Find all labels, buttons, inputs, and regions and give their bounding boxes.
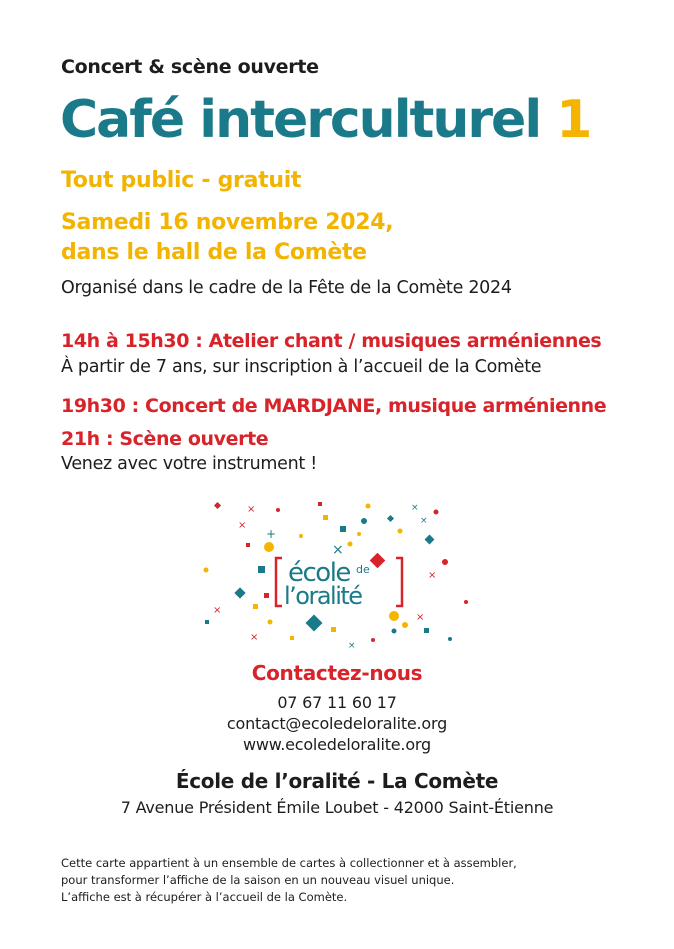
page-title (60, 90, 590, 150)
contact-title: Contactez-nous (251, 661, 423, 685)
svg-text:×: × (416, 612, 425, 623)
footer-note (61, 855, 621, 906)
organised-note: Organisé dans le cadre de la Fête de la Comète 2024 (61, 278, 512, 298)
event-1-detail: À partir de 7 ans, sur inscription à l’accueil de la Comète (61, 357, 542, 377)
svg-text:×: × (420, 516, 428, 526)
venue-name: École de l’oralité - La Comète (175, 769, 499, 793)
svg-text:×: × (411, 503, 419, 513)
phone-number[interactable]: 07 67 11 60 17 (277, 693, 397, 712)
svg-text:×: × (348, 641, 356, 651)
kicker: Concert & scène ouverte (61, 56, 319, 78)
venue-address: 7 Avenue Président Émile Loubet - 42000 Saint-Étienne (120, 798, 554, 817)
svg-text:×: × (247, 504, 256, 515)
svg-text:×: × (250, 632, 259, 643)
event-3-title: 21h : Scène ouverte (61, 428, 269, 450)
event-1-title: 14h à 15h30 : Atelier chant / musiques arméniennes (61, 330, 602, 352)
event-2-title: 19h30 : Concert de MARDJANE, musique arménienne (61, 395, 607, 417)
date-block (61, 208, 393, 268)
footer-line: L’affiche est à récupérer à l’accueil de la Comète. (61, 890, 348, 904)
svg-text:×: × (213, 605, 222, 616)
audience-line: Tout public - gratuit (61, 168, 302, 193)
event-3-detail: Venez avec votre instrument ! (61, 454, 317, 474)
logo-word-de: de (356, 563, 370, 576)
svg-text:×: × (428, 570, 437, 581)
left-bracket-icon (276, 558, 282, 606)
website-link[interactable]: www.ecoledeloralite.org (243, 735, 431, 754)
svg-text:×: × (332, 542, 344, 558)
title-number: 1 (556, 90, 591, 150)
ecole-de-loralite-logo (198, 498, 468, 658)
title-text: Café interculturel (60, 90, 541, 150)
email-link[interactable]: contact@ecoledeloralite.org (226, 714, 448, 733)
svg-text:×: × (238, 520, 247, 531)
footer-line: Cette carte appartient à un ensemble de cartes à collectionner et à assembler, (61, 856, 517, 870)
date-line: Samedi 16 novembre 2024, (61, 210, 394, 235)
right-bracket-icon (396, 558, 402, 606)
logo-word-ecole: école (288, 558, 350, 588)
location-line: dans le hall de la Comète (61, 240, 367, 265)
svg-text:+: + (266, 527, 277, 541)
logo-word-oralite: l’oralité (284, 582, 362, 610)
footer-line: pour transformer l’affiche de la saison en un nouveau visuel unique. (61, 873, 455, 887)
